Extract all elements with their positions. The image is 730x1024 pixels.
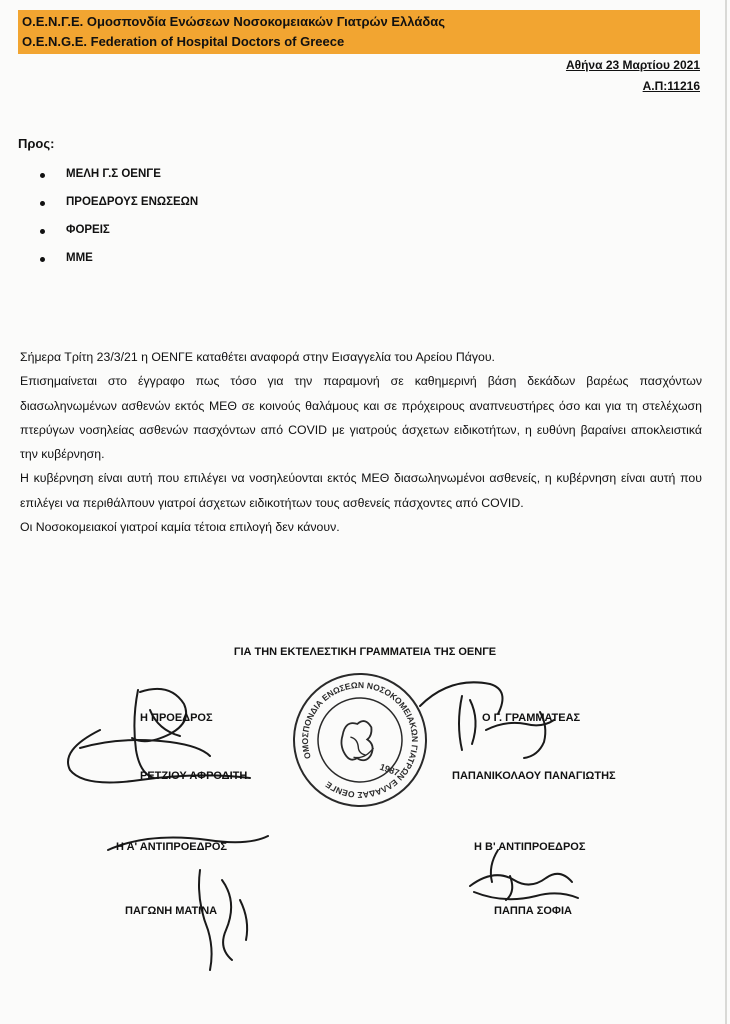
vp1-title: Η Α' ΑΝΤΙΠΡΟΕΔΡΟΣ (116, 841, 228, 853)
letterhead-band (18, 10, 700, 54)
list-item: ΦΟΡΕΙΣ (40, 224, 198, 252)
recipients-label: Προς: (18, 136, 55, 151)
list-item: ΜΜΕ (40, 252, 198, 280)
protocol-number: Α.Π:11216 (642, 79, 700, 93)
president-title: Η ΠΡΟΕΔΡΟΣ (140, 712, 213, 724)
seal-ring-text: ΟΜΟΣΠΟΝΔΙΑ ΕΝΩΣΕΩΝ ΝΟΣΟΚΟΜΕΙΑΚΩΝ ΓΙΑΤΡΩΝ ΕΛΛΑΔΑΣ ΟΕΝΓΕ (299, 679, 421, 801)
seal-year: 1987 (378, 761, 401, 778)
vp2-name: ΠΑΠΠΑ ΣΟΦΙΑ (494, 905, 572, 917)
recipients-list (40, 168, 198, 280)
letterhead-english: O.E.N.G.E. Federation of Hospital Doctors of Greece (22, 34, 345, 49)
president-name: ΡΕΤΖΙΟΥ ΑΦΡΟΔΙΤΗ (140, 770, 248, 782)
signature-president-icon (68, 689, 250, 783)
list-item: ΠΡΟΕΔΡΟΥΣ ΕΝΩΣΕΩΝ (40, 196, 198, 224)
body-paragraph: Σήμερα Τρίτη 23/3/21 η ΟΕΝΓΕ καταθέτει αναφορά στην Εισαγγελία του Αρείου Πάγου. (20, 350, 495, 364)
list-item: ΜΕΛΗ Γ.Σ ΟΕΝΓΕ (40, 168, 198, 196)
document-date: Αθήνα 23 Μαρτίου 2021 (565, 58, 700, 72)
closing-line: ΓΙΑ ΤΗΝ ΕΚΤΕΛΕΣΤΙΚΗ ΓΡΑΜΜΑΤΕΙΑ ΤΗΣ ΟΕΝΓΕ (233, 646, 497, 658)
body-paragraph: Οι Νοσοκομειακοί γιατροί καμία τέτοια επιλογή δεν κάνουν. (20, 520, 340, 535)
svg-text:ΟΜΟΣΠΟΝΔΙΑ ΕΝΩΣΕΩΝ ΝΟΣΟΚΟΜΕΙΑΚ (290, 670, 430, 810)
vp2-title: Η Β' ΑΝΤΙΠΡΟΕΔΡΟΣ (474, 841, 586, 853)
body-paragraph: Η κυβέρνηση είναι αυτή που επιλέγει να νοσηλεύονται εκτός ΜΕΘ διασωληνωμένοι ασθενείς, η κυβέρνηση είναι αυτή που επιλέγει να περιθάλπουν γιατροί άσχετων ειδικοτήτων τους ασθενείς πάσχοντες από COVID. (20, 471, 702, 510)
letterhead-greek: Ο.Ε.Ν.Γ.Ε. Ομοσπονδία Ενώσεων Νοσοκομειακών Γιατρών Ελλάδας (22, 14, 445, 29)
federation-seal-icon (290, 670, 430, 810)
vp1-name: ΠΑΓΩΝΗ ΜΑΤΙΝΑ (125, 905, 218, 917)
signature-vp1-icon (108, 836, 268, 970)
letter-body (20, 345, 702, 539)
secretary-name: ΠΑΠΑΝΙΚΟΛΑΟΥ ΠΑΝΑΓΙΩΤΗΣ (452, 770, 616, 782)
signature-vp2-icon (470, 850, 578, 900)
body-paragraph: Επισημαίνεται στο έγγραφο πως τόσο για την παραμονή σε καθημερινή βάση δεκάδων βαρέως πασχόντων διασωληνωμένων ασθενών εκτός ΜΕΘ σε κοινούς θαλάμους και σε πρόχειρους αναπνευστήρες όσο και για τη στελέχωση πτερύγων νοσηλείας ασθενών πασχόντων από COVID με γιατρούς άσχετων ειδικοτήτων, η ευθύνη βαραίνει αποκλειστικά την κυβέρνηση. (20, 374, 702, 462)
secretary-title: Ο Γ. ΓΡΑΜΜΑΤΕΑΣ (482, 712, 581, 724)
